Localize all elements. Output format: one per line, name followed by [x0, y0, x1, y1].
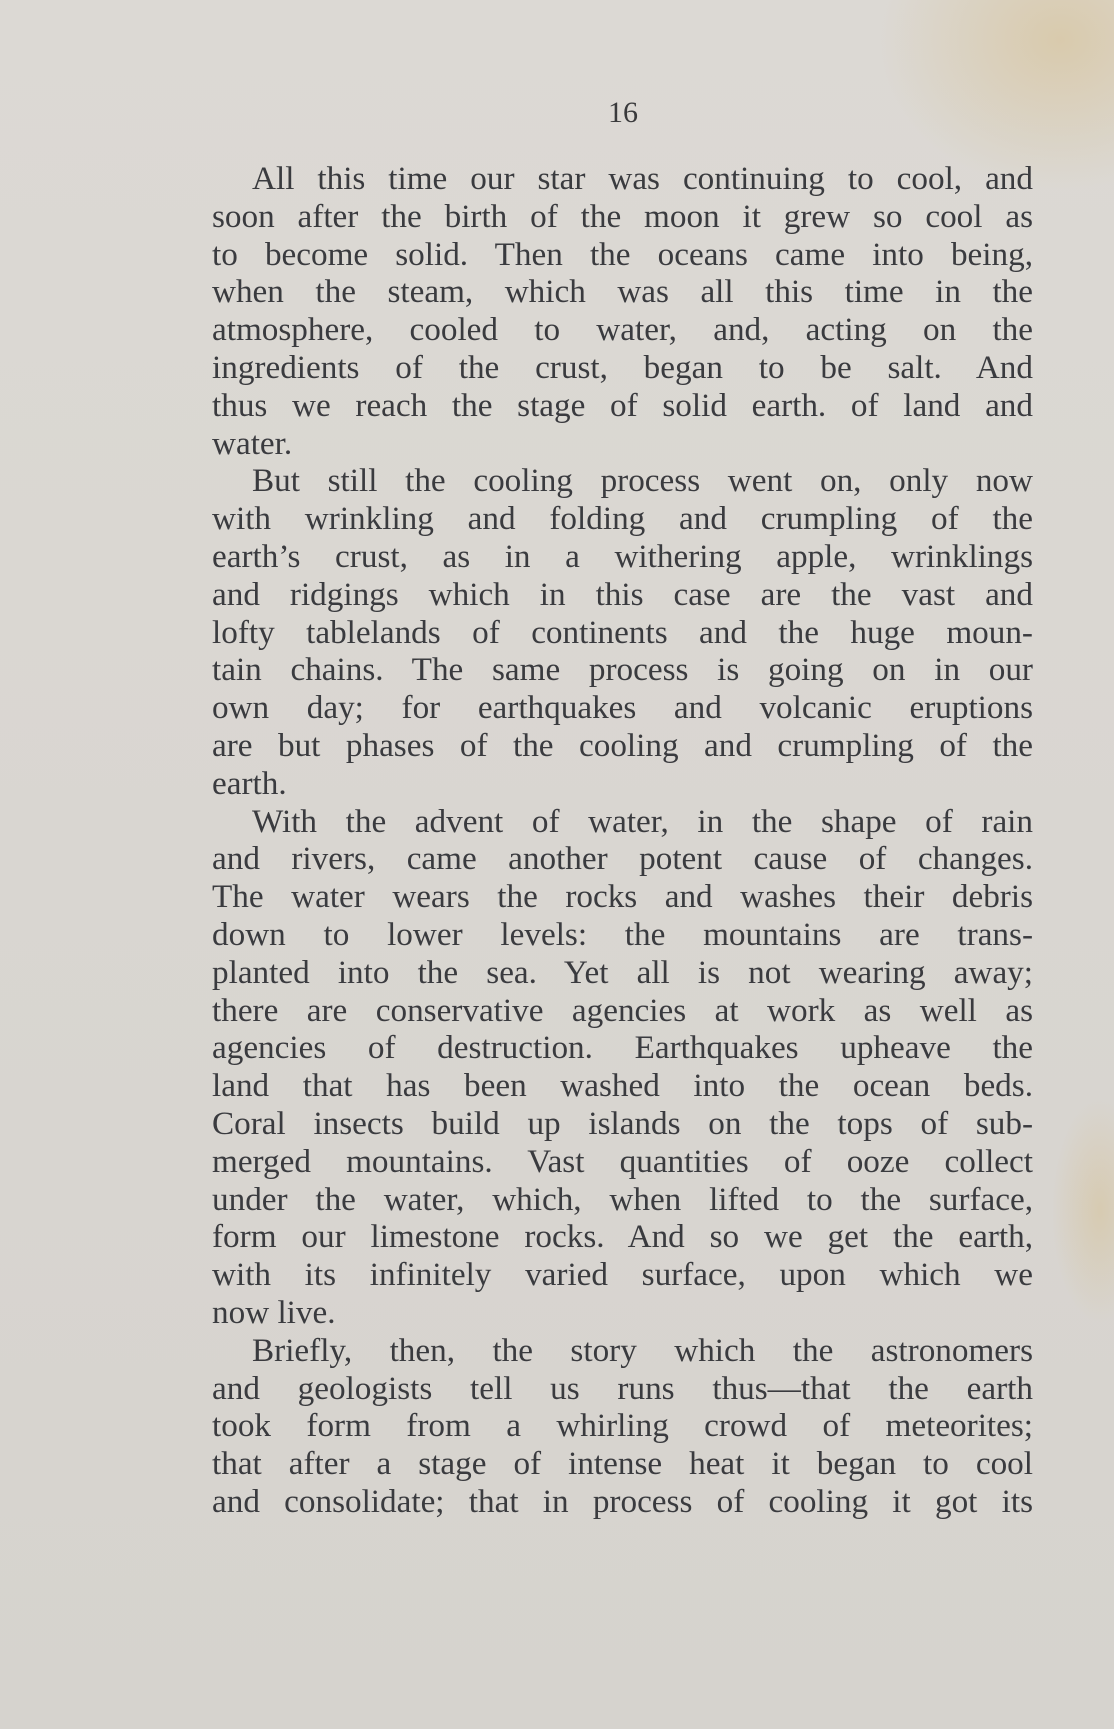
text-line: soon after the birth of the moon it grew so cool as — [212, 197, 1033, 235]
page-number: 16 — [608, 96, 638, 129]
paragraph-crust-wrinkling — [212, 462, 1033, 802]
text-line: to become solid. Then the oceans came into being, — [212, 235, 1033, 273]
text-line: earth’s crust, as in a withering apple, wrinklings — [212, 537, 1033, 575]
text-line: and ridgings which in this case are the vast and — [212, 575, 1033, 613]
text-line: Briefly, then, the story which the astronomers — [252, 1331, 1033, 1369]
text-line: and rivers, came another potent cause of changes. — [212, 840, 1033, 878]
text-line: thus we reach the stage of solid earth. of land and — [212, 386, 1033, 424]
paragraph-cooling-oceans — [212, 160, 1033, 462]
text-line: But still the cooling process went on, only now — [252, 462, 1033, 500]
text-line: and geologists tell us runs thus—that the earth — [212, 1369, 1033, 1407]
body-text — [212, 160, 1033, 1521]
text-line: with its infinitely varied surface, upon which we — [212, 1256, 1033, 1294]
text-line: tain chains. The same process is going on in our — [212, 651, 1033, 689]
text-line: are but phases of the cooling and crumpling of the — [212, 726, 1033, 764]
text-line: The water wears the rocks and washes their debris — [212, 878, 1033, 916]
text-line: with wrinkling and folding and crumpling of the — [212, 500, 1033, 538]
paragraph-water-erosion — [212, 803, 1033, 1332]
text-line: atmosphere, cooled to water, and, acting on the — [212, 311, 1033, 349]
text-line: ingredients of the crust, began to be salt. And — [212, 348, 1033, 386]
text-line: earth. — [212, 764, 287, 802]
text-line: lofty tablelands of continents and the huge moun- — [212, 613, 1033, 651]
text-line: With the advent of water, in the shape of rain — [252, 802, 1033, 840]
text-line: land that has been washed into the ocean beds. — [212, 1067, 1033, 1105]
text-line: own day; for earthquakes and volcanic eruptions — [212, 689, 1033, 727]
text-line: took form from a whirling crowd of meteorites; — [212, 1407, 1033, 1445]
text-line: agencies of destruction. Earthquakes upheave the — [212, 1029, 1033, 1067]
text-line: down to lower levels: the mountains are trans- — [212, 915, 1033, 953]
text-line: there are conservative agencies at work as well as — [212, 991, 1033, 1029]
text-line: and consolidate; that in process of cooling it got its — [212, 1482, 1033, 1520]
text-line: that after a stage of intense heat it began to cool — [212, 1445, 1033, 1483]
text-line: merged mountains. Vast quantities of ooze collect — [212, 1142, 1033, 1180]
text-line: now live. — [212, 1293, 336, 1331]
text-line: form our limestone rocks. And so we get the earth, — [212, 1218, 1033, 1256]
text-line: under the water, which, when lifted to the surface, — [212, 1180, 1033, 1218]
text-line: water. — [212, 424, 293, 462]
text-line: All this time our star was continuing to cool, and — [252, 160, 1033, 197]
text-line: planted into the sea. Yet all is not wearing away; — [212, 953, 1033, 991]
text-line: Coral insects build up islands on the tops of sub- — [212, 1104, 1033, 1142]
text-line: when the steam, which was all this time in the — [212, 273, 1033, 311]
paragraph-summary — [212, 1332, 1033, 1521]
